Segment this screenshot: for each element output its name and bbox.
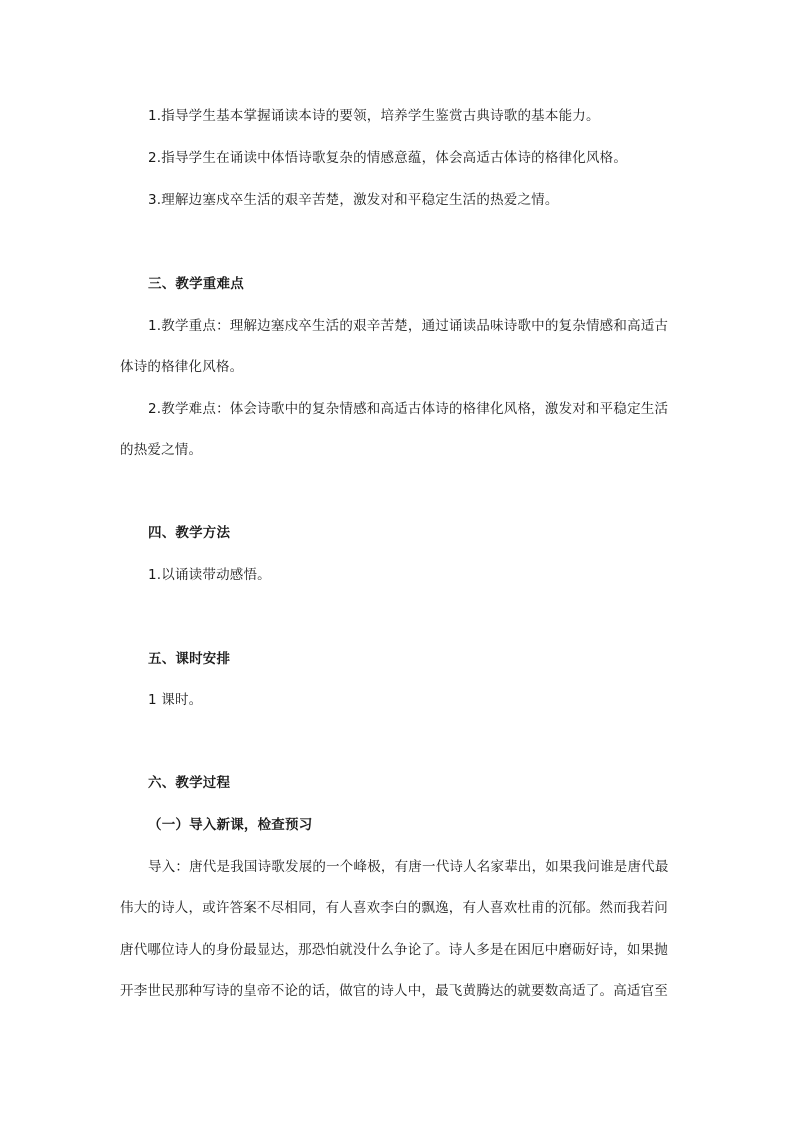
method-item-1: 1.以诵读带动感悟。 [148,567,271,583]
process-subheading: （一）导入新课，检查预习 [148,817,313,833]
intro-paragraph-line-4: 开李世民那种写诗的皇帝不论的话，做官的诗人中，最飞黄腾达的就要数高适了。高适官至 [120,983,668,999]
objective-3: 3.理解边塞戍卒生活的艰辛苦楚，激发对和平稳定生活的热爱之情。 [148,192,559,208]
objective-2: 2.指导学生在诵读中体悟诗歌复杂的情感意蕴，体会高适古体诗的格律化风格。 [148,150,628,166]
key-point-line-2: 体诗的格律化风格。 [120,359,244,375]
key-point-line-1: 1.教学重点：理解边塞戍卒生活的艰辛苦楚，通过诵读品味诗歌中的复杂情感和高适古 [148,318,669,334]
schedule-item-1: 1 课时。 [148,692,203,708]
section-heading-key-points: 三、教学重难点 [148,276,244,292]
intro-paragraph-line-2: 伟大的诗人，或许答案不尽相同，有人喜欢李白的飘逸，有人喜欢杜甫的沉郁。然而我若问 [120,900,668,916]
difficult-point-line-1: 2.教学难点：体会诗歌中的复杂情感和高适古体诗的格律化风格，激发对和平稳定生活 [148,401,669,417]
section-heading-schedule: 五、课时安排 [148,651,231,667]
section-heading-methods: 四、教学方法 [148,525,231,541]
objective-1: 1.指导学生基本掌握诵读本诗的要领，培养学生鉴赏古典诗歌的基本能力。 [148,108,600,124]
section-heading-process: 六、教学过程 [148,775,231,791]
intro-paragraph-line-3: 唐代哪位诗人的身份最显达，那恐怕就没什么争论了。诗人多是在困厄中磨砺好诗，如果抛 [120,942,668,958]
intro-paragraph-line-1: 导入：唐代是我国诗歌发展的一个峰极，有唐一代诗人名家辈出，如果我问谁是唐代最 [148,859,669,875]
difficult-point-line-2: 的热爱之情。 [120,442,203,458]
